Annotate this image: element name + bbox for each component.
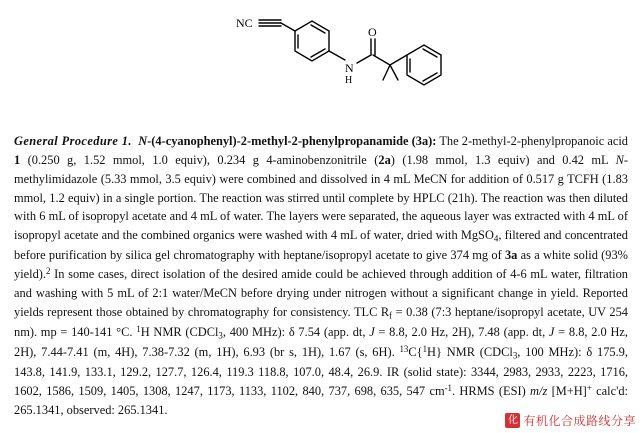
procedure-heading: General Procedure 1. bbox=[14, 134, 132, 148]
watermark bbox=[505, 412, 636, 429]
watermark-logo-icon: 化 bbox=[505, 413, 520, 428]
procedure-paragraph: General Procedure 1. N-(4-cyanophenyl)-2-methyl-2-phenylpropanamide (3a): The 2-methyl-2-phenylpropanoic acid 1 (0.250 g, 1.52 mmol, 1.0 equiv), 0.234 g 4-aminobenzonitrile (2a) (1.98 mmol, 1.3 equiv) and 0.42 mL N-methylimidazole (5.33 mmol, 3.5 equiv) were combined and dissolved in 4 mL MeCN for addition of 0.517 g TCFH (1.83 mmol, 1.2 equiv) in a single portion. The reaction was stirred until complete by HPLC (21h). The reaction was then diluted with 6 mL of isopropyl acetate and 4 mL of water. The layers were separated, the aqueous layer was extracted with 4 mL of isopropyl acetate and the combined organics were washed with 4 mL of water, dried with MgSO$_4$, filtered and concentrated before purification by silica gel chromatography with heptane/isopropyl acetate to give 374 mg of 3a as a white solid (93% yield).$^2$ In some cases, direct isolation of the desired amide could be achieved through addition of 4-6 mL water, filtration and washing with 5 mL of 2:1 water/MeCN before drying under nitrogen without a significant change in yield. Reported yields represent those obtained by chromatography for consistency. TLC $R_f = 0.38$ (7:3 heptane/isopropyl acetate, UV 254 nm). mp = 140-141 °C. $^1$H NMR (CDCl$_3$, 400 MHz): δ 7.54 (app. dt, J = 8.8, 2.0 Hz, 2H), 7.48 (app. dt, J = 8.8, 2.0 Hz, 2H), 7.44-7.41 (m, 4H), 7.38-7.32 (m, 1H), 6.93 (br s, 1H), 1.67 (s, 6H). $^{13}$C{$^1$H} NMR (CDCl$_3$, 100 MHz): δ 175.9, 143.8, 141.9, 133.1, 129.2, 127.7, 126.4, 119.3 118.8, 107.0, 48.4, 26.9. IR (solid state): 3344, 2983, 2933, 2223, 1716, 1602, 1586, 1509, 1405, 1308, 1247, 1173, 1133, 1102, 840, 737, 698, 635, 547 $cm^{-1}$. HRMS (ESI) m/z [M+H]+ calc'd: 265.1341, observed: 265.1341. bbox=[14, 134, 629, 417]
watermark-text: 有机化合成路线分享 bbox=[523, 414, 636, 428]
label-nitrogen: N bbox=[345, 61, 354, 75]
procedure-text-block bbox=[14, 132, 628, 419]
label-nh-hydrogen: H bbox=[345, 75, 353, 86]
label-nitrile: NC bbox=[236, 16, 253, 30]
label-oxygen: O bbox=[368, 25, 377, 39]
structure-drawing bbox=[0, 0, 642, 130]
chemical-structure-figure bbox=[0, 0, 642, 130]
compound-name: N-(4-cyanophenyl)-2-methyl-2-phenylpropanamide (3a): bbox=[138, 134, 437, 148]
